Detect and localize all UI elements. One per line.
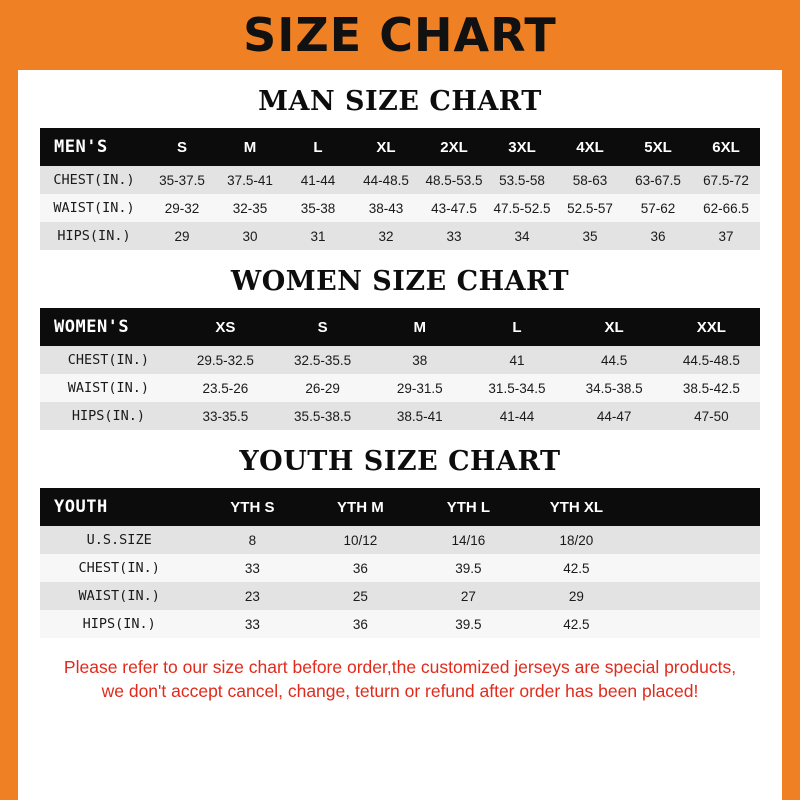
youth-col-empty [630,488,760,526]
youth-ussize-l: 14/16 [414,526,522,554]
table-row [40,582,760,610]
women-waist-label: WAIST(IN.) [40,374,177,402]
youth-waist-l: 27 [414,582,522,610]
youth-chest-label: CHEST(IN.) [40,554,198,582]
men-chest-5xl: 63-67.5 [624,166,692,194]
table-header-row [40,308,760,346]
men-col-l: L [284,128,352,166]
women-table-body [40,346,760,430]
men-col-2xl: 2XL [420,128,488,166]
men-col-m: M [216,128,284,166]
youth-ussize-m: 10/12 [306,526,414,554]
men-hips-s: 29 [148,222,216,250]
men-row-header-label: MEN'S [40,128,148,166]
youth-ussize-empty [630,526,760,554]
men-chest-3xl: 53.5-58 [488,166,556,194]
youth-section-title: YOUTH SIZE CHART [239,446,561,477]
women-chest-l: 41 [468,346,565,374]
men-col-s: S [148,128,216,166]
men-hips-5xl: 36 [624,222,692,250]
table-header-row [40,128,760,166]
men-hips-m: 30 [216,222,284,250]
men-col-6xl: 6XL [692,128,760,166]
men-hips-2xl: 33 [420,222,488,250]
men-waist-xl: 38-43 [352,194,420,222]
youth-col-l: YTH L [414,488,522,526]
men-col-5xl: 5XL [624,128,692,166]
youth-chest-s: 33 [198,554,306,582]
youth-waist-empty [630,582,760,610]
youth-ussize-label: U.S.SIZE [40,526,198,554]
youth-size-table [40,488,760,638]
youth-table-head [40,488,760,526]
men-col-4xl: 4XL [556,128,624,166]
women-chest-m: 38 [371,346,468,374]
men-col-xl: XL [352,128,420,166]
men-chest-l: 41-44 [284,166,352,194]
page-banner [0,0,800,70]
women-hips-s: 35.5-38.5 [274,402,371,430]
youth-col-m: YTH M [306,488,414,526]
table-row [40,554,760,582]
men-waist-4xl: 52.5-57 [556,194,624,222]
men-chest-label: CHEST(IN.) [40,166,148,194]
youth-waist-s: 23 [198,582,306,610]
women-hips-l: 41-44 [468,402,565,430]
men-chest-m: 37.5-41 [216,166,284,194]
women-chest-xxl: 44.5-48.5 [663,346,760,374]
youth-hips-xl: 42.5 [522,610,630,638]
men-chest-4xl: 58-63 [556,166,624,194]
women-chest-xs: 29.5-32.5 [177,346,274,374]
women-hips-label: HIPS(IN.) [40,402,177,430]
men-chest-2xl: 48.5-53.5 [420,166,488,194]
table-row [40,402,760,430]
youth-col-xl: YTH XL [522,488,630,526]
youth-ussize-xl: 18/20 [522,526,630,554]
men-waist-s: 29-32 [148,194,216,222]
youth-hips-s: 33 [198,610,306,638]
table-row [40,194,760,222]
youth-chest-l: 39.5 [414,554,522,582]
footer-line-1: Please refer to our size chart before order,the customized jerseys are special products, [63,657,737,677]
youth-waist-label: WAIST(IN.) [40,582,198,610]
men-hips-xl: 32 [352,222,420,250]
youth-chest-empty [630,554,760,582]
men-section-title: MAN SIZE CHART [258,86,542,117]
women-section-title: WOMEN SIZE CHART [230,266,570,297]
men-hips-6xl: 37 [692,222,760,250]
men-waist-3xl: 47.5-52.5 [488,194,556,222]
table-row [40,526,760,554]
men-hips-3xl: 34 [488,222,556,250]
women-hips-m: 38.5-41 [371,402,468,430]
women-size-table [40,308,760,430]
youth-ussize-s: 8 [198,526,306,554]
women-hips-xxl: 47-50 [663,402,760,430]
women-waist-xxl: 38.5-42.5 [663,374,760,402]
women-col-s: S [274,308,371,346]
women-col-xxl: XXL [663,308,760,346]
men-hips-l: 31 [284,222,352,250]
youth-col-s: YTH S [198,488,306,526]
men-hips-label: HIPS(IN.) [40,222,148,250]
women-chest-s: 32.5-35.5 [274,346,371,374]
men-chest-s: 35-37.5 [148,166,216,194]
table-row [40,346,760,374]
women-col-xs: XS [177,308,274,346]
men-table-body [40,166,760,250]
youth-row-header-label: YOUTH [40,488,198,526]
youth-hips-empty [630,610,760,638]
youth-hips-l: 39.5 [414,610,522,638]
men-size-section [18,86,782,250]
table-row [40,166,760,194]
women-row-header-label: WOMEN'S [40,308,177,346]
men-waist-6xl: 62-66.5 [692,194,760,222]
women-waist-xl: 34.5-38.5 [566,374,663,402]
men-chest-6xl: 67.5-72 [692,166,760,194]
table-header-row [40,488,760,526]
women-waist-m: 29-31.5 [371,374,468,402]
page-title: SIZE CHART [243,8,557,62]
men-hips-4xl: 35 [556,222,624,250]
women-chest-label: CHEST(IN.) [40,346,177,374]
youth-hips-label: HIPS(IN.) [40,610,198,638]
men-waist-2xl: 43-47.5 [420,194,488,222]
women-waist-s: 26-29 [274,374,371,402]
men-table-head [40,128,760,166]
youth-chest-m: 36 [306,554,414,582]
men-waist-m: 32-35 [216,194,284,222]
table-row [40,374,760,402]
men-waist-l: 35-38 [284,194,352,222]
men-waist-5xl: 57-62 [624,194,692,222]
footer-line-2: we don't accept cancel, change, teturn or refund after order has been placed! [101,680,699,701]
youth-size-section [18,446,782,638]
youth-chest-xl: 42.5 [522,554,630,582]
women-size-section [18,266,782,430]
men-size-table [40,128,760,250]
women-waist-l: 31.5-34.5 [468,374,565,402]
women-chest-xl: 44.5 [566,346,663,374]
women-hips-xl: 44-47 [566,402,663,430]
men-chest-xl: 44-48.5 [352,166,420,194]
women-waist-xs: 23.5-26 [177,374,274,402]
footer-disclaimer [40,656,760,703]
women-table-head [40,308,760,346]
table-row [40,222,760,250]
women-col-l: L [468,308,565,346]
table-row [40,610,760,638]
youth-table-body [40,526,760,638]
women-col-m: M [371,308,468,346]
women-col-xl: XL [566,308,663,346]
men-waist-label: WAIST(IN.) [40,194,148,222]
youth-waist-xl: 29 [522,582,630,610]
women-hips-xs: 33-35.5 [177,402,274,430]
youth-hips-m: 36 [306,610,414,638]
youth-waist-m: 25 [306,582,414,610]
men-col-3xl: 3XL [488,128,556,166]
